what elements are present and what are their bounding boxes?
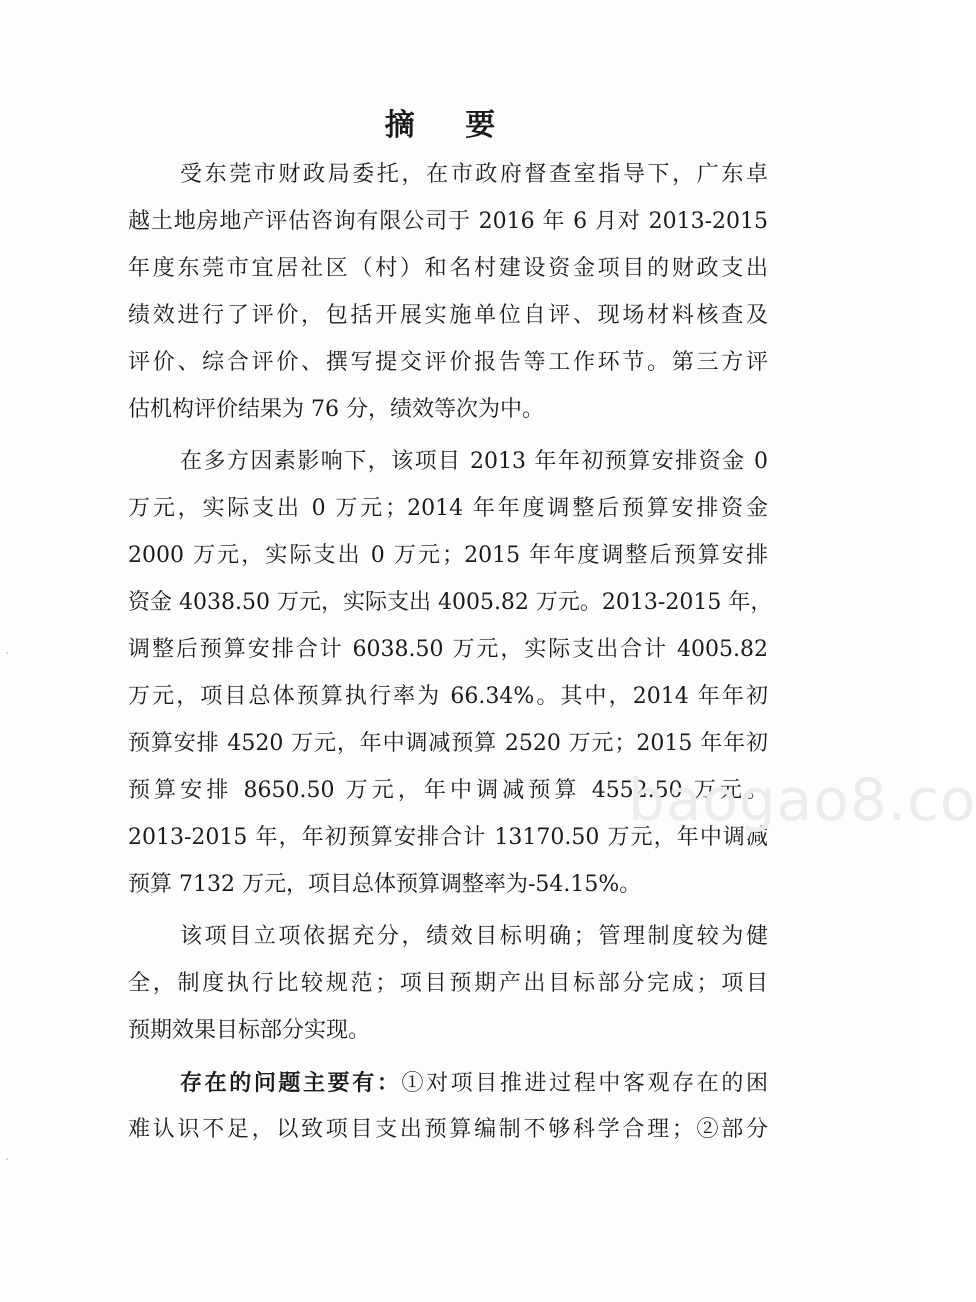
issues-label: 存在的问题主要有： bbox=[180, 1070, 402, 1096]
paragraph-2-line-9: 2013-2015 年，年初预算安排合计 13170.50 万元，年中调减 bbox=[128, 825, 768, 850]
paragraph-4-line-2: 难认识不足，以致项目支出预算编制不够科学合理；②部分 bbox=[128, 1117, 768, 1142]
paragraph-2-line-8: 预算安排 8650.50 万元，年中调减预算 4552.50 万元。 bbox=[128, 778, 768, 803]
paragraph-4-line-1 bbox=[180, 1063, 768, 1103]
paragraph-2-line-3: 2000 万元，实际支出 0 万元；2015 年年度调整后预算安排 bbox=[128, 543, 768, 568]
paragraph-2-line-6: 万元，项目总体预算执行率为 66.34%。其中，2014 年年初 bbox=[128, 684, 768, 709]
scan-speck bbox=[6, 652, 8, 654]
paragraph-3-line-3: 预期效果目标部分实现。 bbox=[128, 1018, 371, 1043]
paragraph-1-line-5: 评价、综合评价、撰写提交评价报告等工作环节。第三方评 bbox=[128, 350, 768, 375]
page-title: 摘 要 bbox=[384, 108, 516, 143]
watermark: baogao8.co bbox=[628, 766, 976, 834]
paragraph-1-line-2: 越土地房地产评估咨询有限公司于 2016 年 6 月对 2013-2015 bbox=[128, 209, 768, 234]
paragraph-2-line-7: 预算安排 4520 万元，年中调减预算 2520 万元；2015 年年初 bbox=[128, 731, 768, 756]
issues-text: ①对项目推进过程中客观存在的困 bbox=[401, 1071, 768, 1096]
paragraph-1-line-1: 受东莞市财政局委托，在市政府督查室指导下，广东卓 bbox=[180, 162, 768, 187]
paragraph-3-line-1: 该项目立项依据充分，绩效目标明确；管理制度较为健 bbox=[180, 924, 768, 949]
scan-speck bbox=[6, 1158, 8, 1160]
paragraph-2-line-2: 万元，实际支出 0 万元；2014 年年度调整后预算安排资金 bbox=[128, 496, 768, 521]
paragraph-3-line-2: 全，制度执行比较规范；项目预期产出目标部分完成；项目 bbox=[128, 971, 768, 996]
paragraph-2-line-10: 预算 7132 万元，项目总体预算调整率为-54.15%。 bbox=[128, 872, 642, 897]
paragraph-2-line-4: 资金 4038.50 万元，实际支出 4005.82 万元。2013-2015 年， bbox=[128, 590, 773, 615]
paragraph-2-line-5: 调整后预算安排合计 6038.50 万元，实际支出合计 4005.82 bbox=[128, 637, 768, 662]
paragraph-1-line-6: 估机构评价结果为 76 分，绩效等次为中。 bbox=[128, 397, 544, 422]
paragraph-1-line-3: 年度东莞市宜居社区（村）和名村建设资金项目的财政支出 bbox=[128, 256, 768, 281]
paragraph-2-line-1: 在多方因素影响下，该项目 2013 年年初预算安排资金 0 bbox=[180, 449, 768, 474]
paragraph-1-line-4: 绩效进行了评价，包括开展实施单位自评、现场材料核查及 bbox=[128, 303, 768, 328]
